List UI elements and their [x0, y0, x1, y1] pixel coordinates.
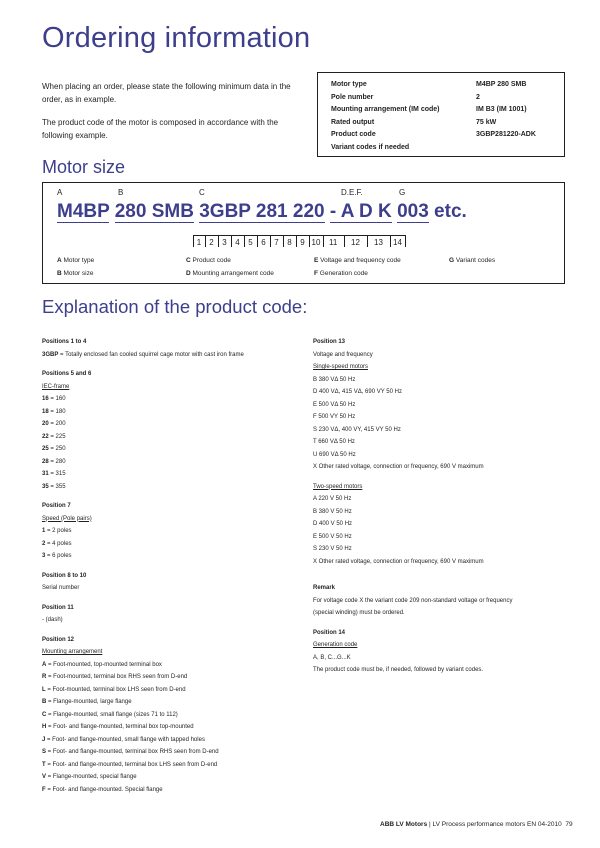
- position-tick: [205, 235, 206, 247]
- definition-line: 28 = 280: [42, 458, 66, 465]
- definition-line: B 380 V 50 Hz: [313, 508, 352, 515]
- section-heading: Position 12: [42, 636, 75, 643]
- definition-line: 25 = 250: [42, 446, 66, 452]
- code-part-motor-type: M4BP: [57, 201, 110, 222]
- legend-item: G Variant codes: [449, 257, 496, 264]
- right-column: [313, 336, 573, 677]
- definition-line: Serial number: [42, 585, 80, 591]
- position-tick: [283, 235, 284, 247]
- definition-line: T = Foot- and flange-mounted, terminal box LHS seen from D-end: [42, 761, 218, 768]
- spec-label: Product code: [331, 131, 376, 138]
- code-letter-b: B: [118, 188, 124, 197]
- spec-value: 3GBP281220-ADK: [476, 131, 536, 138]
- definition-line: 3 = 6 poles: [42, 553, 72, 559]
- code-part-def: - A D K: [329, 201, 392, 222]
- spec-label: Motor type: [331, 81, 367, 88]
- definition-line: (special winding) must be ordered.: [313, 610, 405, 616]
- definition-line: L = Foot-mounted, terminal box LHS seen from D-end: [42, 686, 186, 693]
- section-heading: Positions 5 and 6: [42, 371, 92, 377]
- section-heading: Position 13: [313, 339, 346, 345]
- definition-line: A 220 V 50 Hz: [313, 496, 352, 502]
- spec-value: 75 kW: [476, 118, 497, 126]
- legend-item: F Generation code: [314, 270, 368, 277]
- definition-line: S 230 VΔ, 400 VY, 415 VY 50 Hz: [313, 426, 401, 433]
- code-letter-def: D.E.F.: [341, 188, 363, 197]
- definition-line: X Other rated voltage, connection or frequency, 690 V maximum: [313, 464, 484, 470]
- definition-line: 2 = 4 poles: [42, 540, 72, 547]
- position-number: 11: [329, 238, 338, 247]
- subheading: Mounting arrangement: [42, 649, 103, 655]
- explanation-heading: Explanation of the product code:: [42, 296, 308, 317]
- position-tick: [257, 235, 258, 247]
- definition-line: C = Flange-mounted, small flange (sizes 71 to 112): [42, 711, 178, 718]
- intro-paragraph-2: The product code of the motor is composed in accordance with the following example.: [42, 118, 279, 140]
- definition-line: B 380 VΔ 50 Hz: [313, 376, 356, 383]
- spec-label: Mounting arrangement (IM code): [331, 106, 440, 113]
- page-footer: [380, 821, 573, 828]
- position-number: 12: [351, 238, 360, 247]
- definition-line: E 500 VΔ 50 Hz: [313, 401, 356, 408]
- definition-line: A, B, C...G...K: [313, 654, 351, 661]
- spec-label: Rated output: [331, 118, 375, 126]
- definition-line: - (dash): [42, 617, 63, 623]
- section-heading: Position 11: [42, 604, 74, 611]
- definition-line: A = Foot-mounted, top-mounted terminal box: [42, 661, 162, 668]
- definition-line: X Other rated voltage, connection or frequency, 690 V maximum: [313, 558, 484, 565]
- subheading: IEC-frame: [42, 383, 70, 390]
- position-number: 6: [261, 238, 266, 247]
- order-example-table: [317, 72, 565, 157]
- code-part-motor-size: 280 SMB: [114, 201, 194, 222]
- product-code-diagram: [42, 182, 565, 284]
- subheading: Speed (Pole pairs): [42, 515, 92, 522]
- spec-value: IM B3 (IM 1001): [476, 106, 527, 113]
- position-number: 4: [235, 238, 240, 247]
- definition-line: 35 = 355: [42, 483, 66, 490]
- definition-line: E 500 V 50 Hz: [313, 533, 352, 540]
- definition-line: 1 = 2 poles: [42, 528, 72, 534]
- definition-line: H = Foot- and flange-mounted, terminal box top-mounted: [42, 724, 194, 730]
- section-heading: Positions 1 to 4: [42, 339, 87, 345]
- position-number: 7: [274, 238, 279, 247]
- definition-line: F = Foot- and flange-mounted. Special flange: [42, 786, 163, 793]
- position-tick: [390, 235, 391, 247]
- position-tick: [193, 235, 194, 247]
- section-heading: Position 14: [313, 629, 346, 636]
- code-suffix: etc.: [434, 201, 467, 222]
- position-number: 10: [311, 238, 321, 247]
- legend-item: D Mounting arrangement code: [186, 270, 274, 277]
- position-number: 13: [374, 238, 383, 247]
- code-part-variant: 003: [397, 201, 429, 222]
- spec-value: M4BP 280 SMB: [476, 81, 527, 88]
- position-number: 3: [222, 238, 227, 247]
- subheading: Single-speed motors: [313, 364, 369, 370]
- section-heading: Remark: [313, 585, 336, 591]
- spec-label: Variant codes if needed: [331, 143, 410, 151]
- position-number: 1: [196, 238, 202, 247]
- definition-line: B = Flange-mounted, large flange: [42, 699, 132, 705]
- definition-line: Voltage and frequency: [313, 351, 373, 358]
- definition-line: T 660 VΔ 50 Hz: [313, 439, 355, 445]
- subheading: Two-speed motors: [313, 483, 363, 490]
- definition-line: For voltage code X the variant code 209 non-standard voltage or frequency: [313, 597, 513, 604]
- definition-line: 18 = 180: [42, 408, 66, 415]
- position-tick: [231, 235, 232, 247]
- definition-line: J = Foot- and flange-mounted, small flange with tapped holes: [42, 736, 205, 743]
- position-tick: [218, 235, 219, 247]
- product-code-example: [57, 201, 467, 223]
- left-column: [42, 336, 297, 796]
- definition-line: The product code must be, if needed, followed by variant codes.: [313, 667, 484, 673]
- position-tick: [367, 235, 368, 247]
- definition-line: D 400 VΔ, 415 VΔ, 690 VY 50 Hz: [313, 389, 402, 395]
- motor-size-heading: Motor size: [42, 157, 126, 177]
- position-tick: [405, 235, 406, 247]
- footer-text: | LV Process performance motors EN 04-2010: [427, 821, 562, 828]
- position-tick: [270, 235, 271, 247]
- legend-item: A Motor type: [57, 257, 95, 264]
- code-letter-a: A: [57, 188, 63, 197]
- position-number: 2: [209, 238, 214, 247]
- definition-line: 22 = 225: [42, 433, 66, 440]
- definition-line: R = Foot-mounted, terminal box RHS seen from D-end: [42, 674, 188, 680]
- position-number: 9: [300, 238, 305, 247]
- position-tick: [344, 235, 345, 247]
- footer-brand: ABB LV Motors: [380, 821, 428, 828]
- legend-item: B Motor size: [57, 270, 94, 277]
- subheading: Generation code: [313, 642, 358, 648]
- position-number: 14: [393, 238, 402, 247]
- position-tick: [323, 235, 324, 247]
- code-letter-g: G: [399, 188, 406, 197]
- position-number: 8: [287, 238, 292, 247]
- definition-line: S 230 V 50 Hz: [313, 546, 352, 552]
- position-tick: [296, 235, 297, 247]
- definition-line: 31 = 315: [42, 471, 66, 477]
- section-heading: Position 8 to 10: [42, 572, 87, 579]
- legend-item: C Product code: [186, 257, 231, 264]
- definition-line: 16 = 160: [42, 396, 66, 402]
- spec-label: Pole number: [331, 93, 374, 101]
- legend-item: E Voltage and frequency code: [314, 257, 401, 264]
- definition-line: D 400 V 50 Hz: [313, 521, 353, 527]
- definition-line: F 500 VY 50 Hz: [313, 414, 356, 420]
- definition-line: S = Foot- and flange-mounted, terminal box RHS seen from D-end: [42, 749, 219, 755]
- position-tick: [244, 235, 245, 247]
- position-number: 5: [248, 238, 253, 247]
- definition-line: 3GBP = Totally enclosed fan cooled squirrel cage motor with cast iron frame: [42, 351, 244, 358]
- page-number: 79: [565, 821, 573, 828]
- definition-line: 20 = 200: [42, 421, 66, 427]
- definition-line: V = Flange-mounted, special flange: [42, 774, 137, 780]
- definition-line: U 690 VΔ 50 Hz: [313, 451, 356, 458]
- section-heading: Position 7: [42, 503, 71, 509]
- position-tick: [309, 235, 310, 247]
- code-part-product-code: 3GBP 281 220: [199, 201, 325, 222]
- spec-value: 2: [476, 93, 480, 101]
- intro-paragraph-1: When placing an order, please state the following minimum data in the order, as in example.: [42, 82, 291, 104]
- page-title: Ordering information: [42, 22, 311, 54]
- position-scale-line: [193, 235, 405, 236]
- code-letter-c: C: [199, 188, 205, 197]
